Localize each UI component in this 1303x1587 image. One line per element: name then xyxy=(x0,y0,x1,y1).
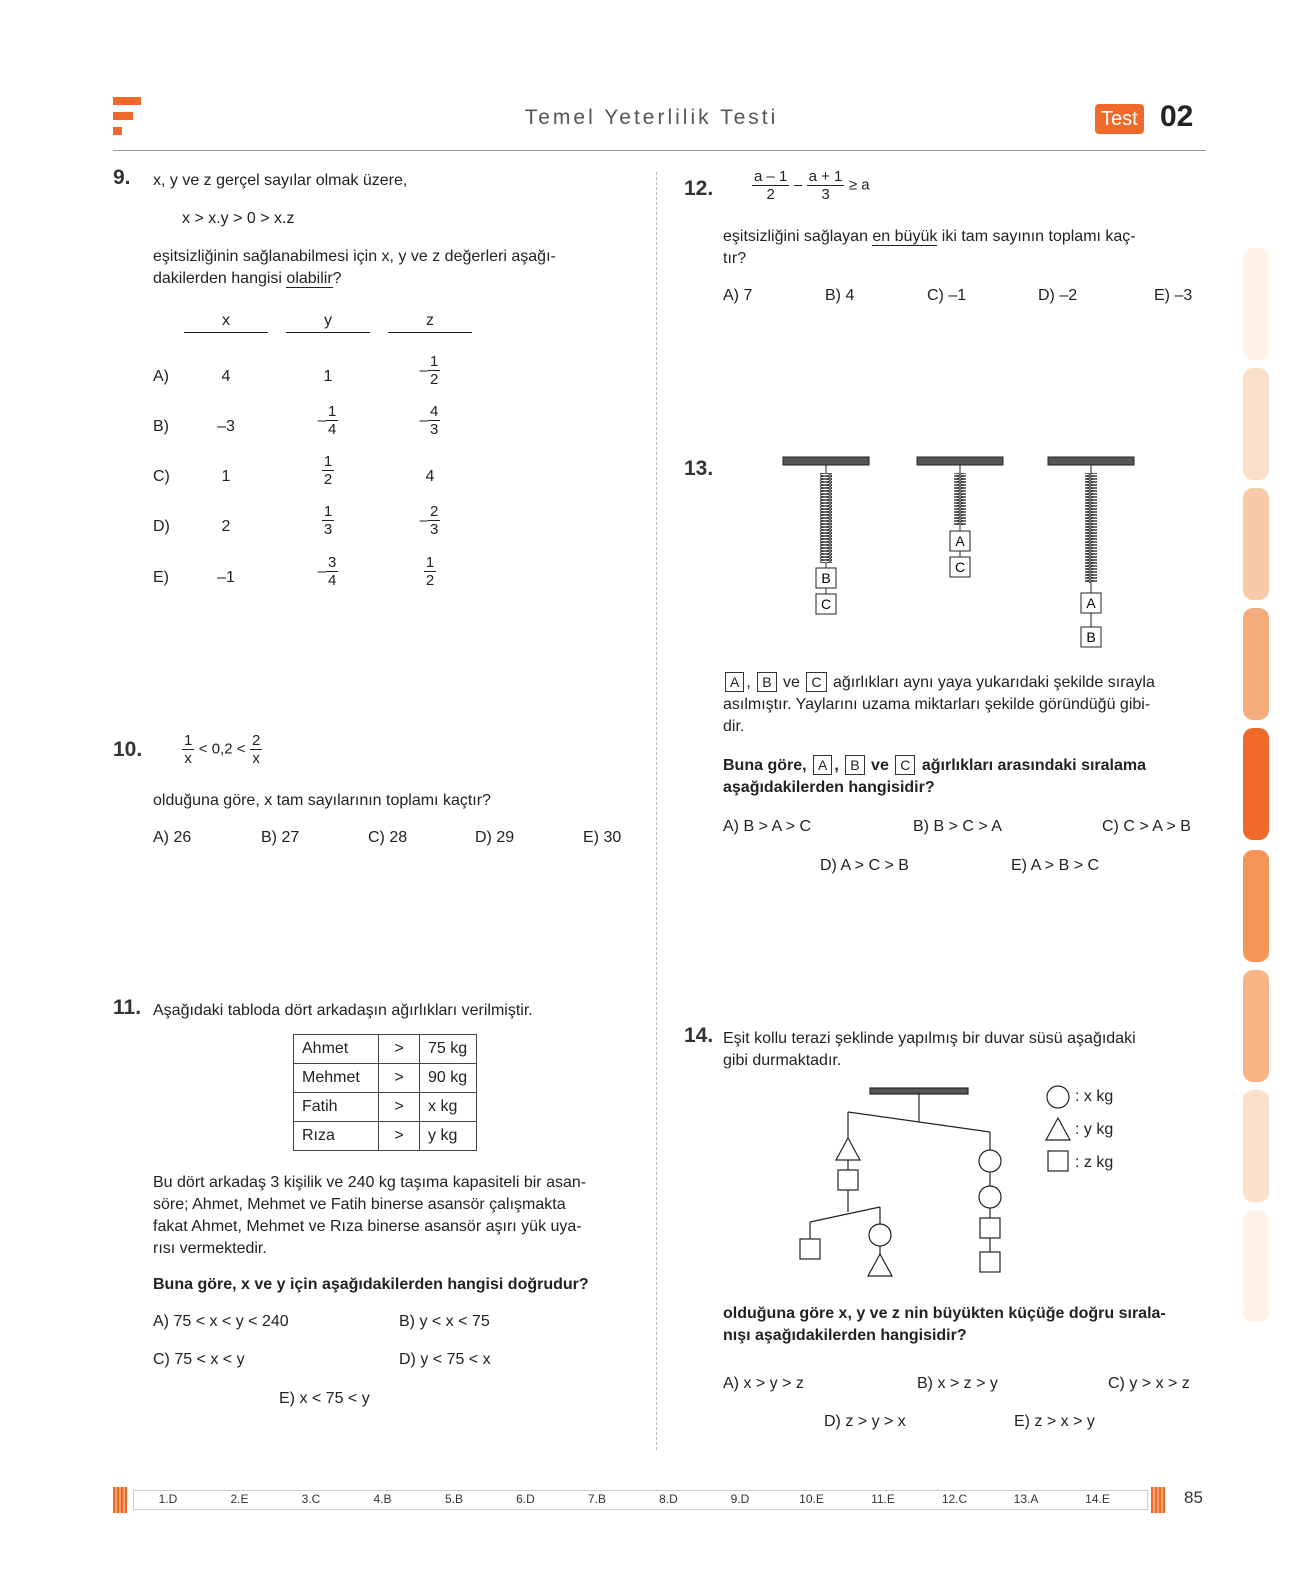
q11-stem: Buna göre, x ve y için aşağıdakilerden hangisi doğrudur? xyxy=(153,1276,589,1293)
conj: ve xyxy=(871,757,889,774)
numerator: 1 xyxy=(323,503,333,520)
q9-cell-z xyxy=(388,554,472,589)
q9-inequality: x > x.y > 0 > x.z xyxy=(182,210,295,227)
q14-stem-line: olduğuna göre x, y ve z nin büyükten küçüğe doğru sırala- xyxy=(723,1305,1166,1322)
answer-key-item: 14.E xyxy=(1085,1492,1110,1506)
question-number: 9. xyxy=(113,166,131,189)
q12-rhs: ≥ a xyxy=(848,176,870,194)
q10-option-b[interactable]: B) 27 xyxy=(261,829,300,846)
q9-stem-end: ? xyxy=(332,270,342,287)
q10-option-c[interactable]: C) 28 xyxy=(368,829,408,846)
square-shape xyxy=(980,1218,1000,1238)
q12-option-a[interactable]: A) 7 xyxy=(723,287,753,304)
question-number: 12. xyxy=(684,177,714,200)
table-cell: Mehmet xyxy=(294,1064,379,1093)
square-shape xyxy=(800,1239,820,1259)
minus-sign: – xyxy=(793,176,803,194)
question-number: 13. xyxy=(684,457,714,480)
q12-option-d[interactable]: D) –2 xyxy=(1038,287,1078,304)
denominator: 3 xyxy=(821,186,830,203)
weight-label: C xyxy=(820,596,832,612)
side-tab[interactable] xyxy=(1243,1090,1269,1202)
legend-circle: : x kg xyxy=(1075,1088,1114,1105)
q14-legend xyxy=(1044,1084,1184,1194)
q9-col-y: y xyxy=(286,312,370,333)
square-shape xyxy=(980,1252,1000,1272)
q14-option-e[interactable]: E) z > x > y xyxy=(1014,1413,1095,1430)
q13-stem-text: ağırlıkları arasındaki sıralama xyxy=(921,757,1147,774)
q9-option-b[interactable]: B) xyxy=(153,418,169,435)
q9-stem xyxy=(153,246,623,290)
answer-key-item: 4.B xyxy=(373,1492,392,1506)
fraction xyxy=(322,453,334,488)
q11-option-a[interactable]: A) 75 < x < y < 240 xyxy=(153,1313,289,1330)
q13-option-a[interactable]: A) B > A > C xyxy=(723,818,812,835)
answer-key-item: 6.D xyxy=(516,1492,535,1506)
numerator: a + 1 xyxy=(808,168,843,185)
side-tab[interactable] xyxy=(1243,368,1269,480)
q11-p-line: fakat Ahmet, Mehmet ve Rıza binerse asansör aşırı yük uya- xyxy=(153,1218,582,1235)
denominator: 4 xyxy=(328,421,337,438)
q13-spring-figure xyxy=(770,455,1150,665)
weight-a-box: A xyxy=(813,755,832,775)
header-title: Temel Yeterlilik Testi xyxy=(524,106,779,129)
q12-stem-part: iki tam sayının toplamı kaç- xyxy=(937,228,1136,245)
test-badge: Test xyxy=(1095,104,1144,134)
conj: ve xyxy=(783,674,800,691)
q12-option-c[interactable]: C) –1 xyxy=(927,287,967,304)
q10-stem: olduğuna göre, x tam sayılarının toplamı kaçtır? xyxy=(153,792,491,809)
q9-cell-z xyxy=(388,503,472,538)
q12-fraction-1 xyxy=(752,168,789,203)
fraction xyxy=(322,503,334,538)
q11-option-c[interactable]: C) 75 < x < y xyxy=(153,1351,245,1368)
sign: – xyxy=(317,412,326,429)
weight-label: B xyxy=(1086,629,1096,645)
answer-key-item: 8.D xyxy=(659,1492,678,1506)
side-tab[interactable] xyxy=(1243,488,1269,600)
q10-option-a[interactable]: A) 26 xyxy=(153,829,192,846)
denominator: 3 xyxy=(323,521,333,538)
q10-expression xyxy=(182,732,262,767)
footer-hatch-left xyxy=(113,1487,127,1513)
side-tab[interactable] xyxy=(1243,1210,1269,1322)
q10-fraction-2 xyxy=(250,732,262,767)
spring-1 xyxy=(783,457,869,614)
numerator: 3 xyxy=(328,554,337,571)
q13-stem: Buna göre, A , B ve C ağırlıkları arasındaki sıralama aşağıdakilerden hangisidir? xyxy=(723,757,1147,796)
answer-key-item: 3.C xyxy=(301,1492,321,1506)
denominator: 3 xyxy=(430,521,439,538)
q9-cell-x: 2 xyxy=(221,518,231,535)
weight-label: A xyxy=(1086,595,1096,611)
q9-stem-line1: eşitsizliğinin sağlanabilmesi için x, y ve z değerleri aşağı- xyxy=(153,248,556,265)
q13-desc-text: asılmıştır. Yaylarını uzama miktarları şekilde göründüğü gibi- xyxy=(723,696,1151,713)
weight-label: B xyxy=(821,570,831,586)
fraction xyxy=(326,403,338,438)
table-row xyxy=(294,1035,477,1064)
q11-option-b[interactable]: B) y < x < 75 xyxy=(399,1313,490,1330)
q11-p-line: söre; Ahmet, Mehmet ve Fatih binerse asansör çalışmakta xyxy=(153,1196,566,1213)
q13-option-b[interactable]: B) B > C > A xyxy=(913,818,1002,835)
sign: – xyxy=(419,512,428,529)
table-cell: y kg xyxy=(420,1122,477,1151)
weight-b-box: B xyxy=(845,755,864,775)
question-number: 11. xyxy=(113,996,142,1019)
weight-c-box: C xyxy=(895,755,915,775)
q9-intro: x, y ve z gerçel sayılar olmak üzere, xyxy=(153,172,408,189)
answer-key-item: 11.E xyxy=(871,1492,895,1506)
q9-cell-z xyxy=(388,403,472,438)
sign: – xyxy=(419,412,428,429)
fraction xyxy=(326,554,338,589)
square-icon xyxy=(1048,1151,1068,1171)
fraction xyxy=(428,353,440,388)
sign: – xyxy=(419,362,428,379)
circle-shape xyxy=(979,1150,1001,1172)
q9-stem-line2: dakilerden hangisi xyxy=(153,270,287,287)
numerator: 1 xyxy=(425,554,435,571)
numerator: 2 xyxy=(251,732,261,749)
q9-cell-x: 4 xyxy=(221,368,231,385)
side-tab[interactable] xyxy=(1243,850,1269,962)
weight-label: A xyxy=(955,533,965,549)
legend-shapes xyxy=(1044,1084,1072,1184)
q10-option-d[interactable]: D) 29 xyxy=(475,829,515,846)
column-divider xyxy=(656,172,658,1450)
q13-stem-text: aşağıdakilerden hangisidir? xyxy=(723,779,935,796)
q9-cell-z xyxy=(388,353,472,388)
table-cell: > xyxy=(379,1122,420,1151)
table-cell: 75 kg xyxy=(420,1035,477,1064)
legend-square: : z kg xyxy=(1075,1154,1114,1171)
q13-desc-text: ağırlıkları aynı yaya yukarıdaki şekilde sırayla xyxy=(832,674,1155,691)
q10-fraction-1 xyxy=(182,732,194,767)
answer-key-item: 12.C xyxy=(941,1492,968,1506)
answer-key-item: 9.D xyxy=(730,1492,750,1506)
circle-shape xyxy=(869,1224,891,1246)
answer-key-item: 7.B xyxy=(587,1492,606,1506)
q9-col-z: z xyxy=(388,312,472,333)
q13-option-e[interactable]: E) A > B > C xyxy=(1011,857,1100,874)
q11-p-line: Bu dört arkadaş 3 kişilik ve 240 kg taşıma kapasiteli bir asan- xyxy=(153,1174,587,1191)
weight-label: C xyxy=(954,559,966,575)
sign: – xyxy=(317,563,326,580)
table-cell: > xyxy=(379,1035,420,1064)
numerator: 1 xyxy=(184,732,193,749)
q14-mobile-figure xyxy=(790,1082,1050,1307)
q14-stem-line: nışı aşağıdakilerden hangisidir? xyxy=(723,1327,967,1344)
q12-option-b[interactable]: B) 4 xyxy=(825,287,855,304)
table-cell: > xyxy=(379,1093,420,1122)
q9-option-e[interactable]: E) xyxy=(153,569,169,586)
circle-icon xyxy=(1047,1086,1069,1108)
denominator: 3 xyxy=(430,421,439,438)
q9-cell-z: 4 xyxy=(425,468,435,485)
q9-cell-y xyxy=(286,554,370,589)
table-cell: Fatih xyxy=(294,1093,379,1122)
footer-hatch-right xyxy=(1151,1487,1165,1513)
q9-col-x: x xyxy=(184,312,268,333)
numerator: 1 xyxy=(430,353,439,370)
denominator: x xyxy=(184,750,192,767)
fraction xyxy=(424,554,436,589)
weight-c-box: C xyxy=(806,672,826,692)
table-row xyxy=(294,1122,477,1151)
denominator: 4 xyxy=(328,572,337,589)
q9-cell-x: 1 xyxy=(221,468,231,485)
q12-stem-line2: tır? xyxy=(723,250,747,267)
q12-expression xyxy=(752,168,870,203)
fraction xyxy=(428,403,440,438)
spring-2 xyxy=(917,457,1003,577)
table-row xyxy=(294,1064,477,1093)
q9-cell-y xyxy=(286,403,370,438)
spring-3 xyxy=(1048,457,1134,647)
table-row xyxy=(294,1093,477,1122)
question-number: 14. xyxy=(684,1024,714,1047)
q11-p-line: rısı vermektedir. xyxy=(153,1240,267,1257)
q11-option-e[interactable]: E) x < 75 < y xyxy=(279,1390,370,1407)
numerator: 1 xyxy=(323,453,333,470)
q12-fraction-2 xyxy=(807,168,845,203)
question-number: 10. xyxy=(113,738,143,761)
q9-cell-x: –1 xyxy=(217,569,235,586)
weight-b-box: B xyxy=(757,672,776,692)
square-shape xyxy=(838,1170,858,1190)
q12-stem-underlined: en büyük xyxy=(872,228,938,245)
q14-option-c[interactable]: C) y > x > z xyxy=(1108,1375,1190,1392)
q9-cell-y: 1 xyxy=(323,368,333,385)
q9-stem-underlined: olabilir xyxy=(286,270,333,287)
q13-desc-text: dir. xyxy=(723,718,745,735)
q9-cell-x: –3 xyxy=(217,418,235,435)
q14-option-a[interactable]: A) x > y > z xyxy=(723,1375,804,1392)
q11-paragraph xyxy=(153,1172,623,1260)
q13-option-c[interactable]: C) C > A > B xyxy=(1102,818,1191,835)
table-cell: Ahmet xyxy=(294,1035,379,1064)
answer-key-item: 13.A xyxy=(1013,1492,1039,1506)
q9-option-a[interactable]: A) xyxy=(153,368,169,385)
q9-cell-y xyxy=(286,503,370,538)
q11-option-d[interactable]: D) y < 75 < x xyxy=(399,1351,491,1368)
q14-intro-line: Eşit kollu terazi şeklinde yapılmış bir duvar süsü aşağıdaki xyxy=(723,1030,1136,1047)
legend-triangle: : y kg xyxy=(1075,1121,1114,1138)
side-tab[interactable] xyxy=(1243,608,1269,720)
q14-option-d[interactable]: D) z > y > x xyxy=(824,1413,906,1430)
denominator: 2 xyxy=(430,371,439,388)
q14-stem xyxy=(723,1303,1193,1347)
q10-option-e[interactable]: E) 30 xyxy=(583,829,622,846)
fraction xyxy=(428,503,440,538)
q14-intro xyxy=(723,1028,1193,1072)
answer-key-item: 2.E xyxy=(230,1492,249,1506)
denominator: 2 xyxy=(766,186,775,203)
denominator: x xyxy=(252,750,260,767)
side-tab[interactable] xyxy=(1243,970,1269,1082)
q12-stem xyxy=(723,226,1193,270)
side-tab-active[interactable] xyxy=(1243,728,1269,840)
triangle-icon xyxy=(1046,1118,1070,1140)
answer-key-item: 10.E xyxy=(799,1492,824,1506)
q13-description: A , B ve C ağırlıkları aynı yaya yukarıdaki şekilde sırayla asılmıştır. Yaylarını uzama miktarları şekilde göründüğü gibi- dir. xyxy=(723,674,1155,735)
answer-key-item: 1.D xyxy=(158,1492,178,1506)
weight-a-box: A xyxy=(725,672,744,692)
answer-key-item: 5.B xyxy=(444,1492,463,1506)
denominator: 2 xyxy=(425,572,435,589)
test-number: 02 xyxy=(1160,100,1194,133)
q11-weight-table xyxy=(293,1034,477,1151)
q12-option-e[interactable]: E) –3 xyxy=(1154,287,1193,304)
numerator: 2 xyxy=(430,503,439,520)
numerator: 1 xyxy=(328,403,337,420)
q12-stem-part: eşitsizliğini sağlayan xyxy=(723,228,873,245)
table-cell: Rıza xyxy=(294,1122,379,1151)
circle-shape xyxy=(979,1186,1001,1208)
header-divider xyxy=(113,150,1206,151)
q13-option-d[interactable]: D) A > C > B xyxy=(820,857,909,874)
side-tab[interactable] xyxy=(1243,248,1269,360)
q11-intro: Aşağıdaki tabloda dört arkadaşın ağırlıkları verilmiştir. xyxy=(153,1002,533,1019)
triangle-shape xyxy=(868,1254,892,1276)
denominator: 2 xyxy=(323,471,333,488)
table-cell: > xyxy=(379,1064,420,1093)
q14-option-b[interactable]: B) x > z > y xyxy=(917,1375,998,1392)
q9-option-d[interactable]: D) xyxy=(153,518,170,535)
table-cell: 90 kg xyxy=(420,1064,477,1093)
numerator: 4 xyxy=(430,403,439,420)
table-cell: x kg xyxy=(420,1093,477,1122)
numerator: a – 1 xyxy=(754,168,788,185)
triangle-shape xyxy=(836,1138,860,1160)
page-number: 85 xyxy=(1184,1488,1203,1507)
q13-stem-text: Buna göre, xyxy=(723,757,807,774)
q14-intro-line: gibi durmaktadır. xyxy=(723,1052,842,1069)
q9-option-c[interactable]: C) xyxy=(153,468,170,485)
q10-middle: < 0,2 < xyxy=(198,740,246,758)
q9-cell-y xyxy=(286,453,370,488)
